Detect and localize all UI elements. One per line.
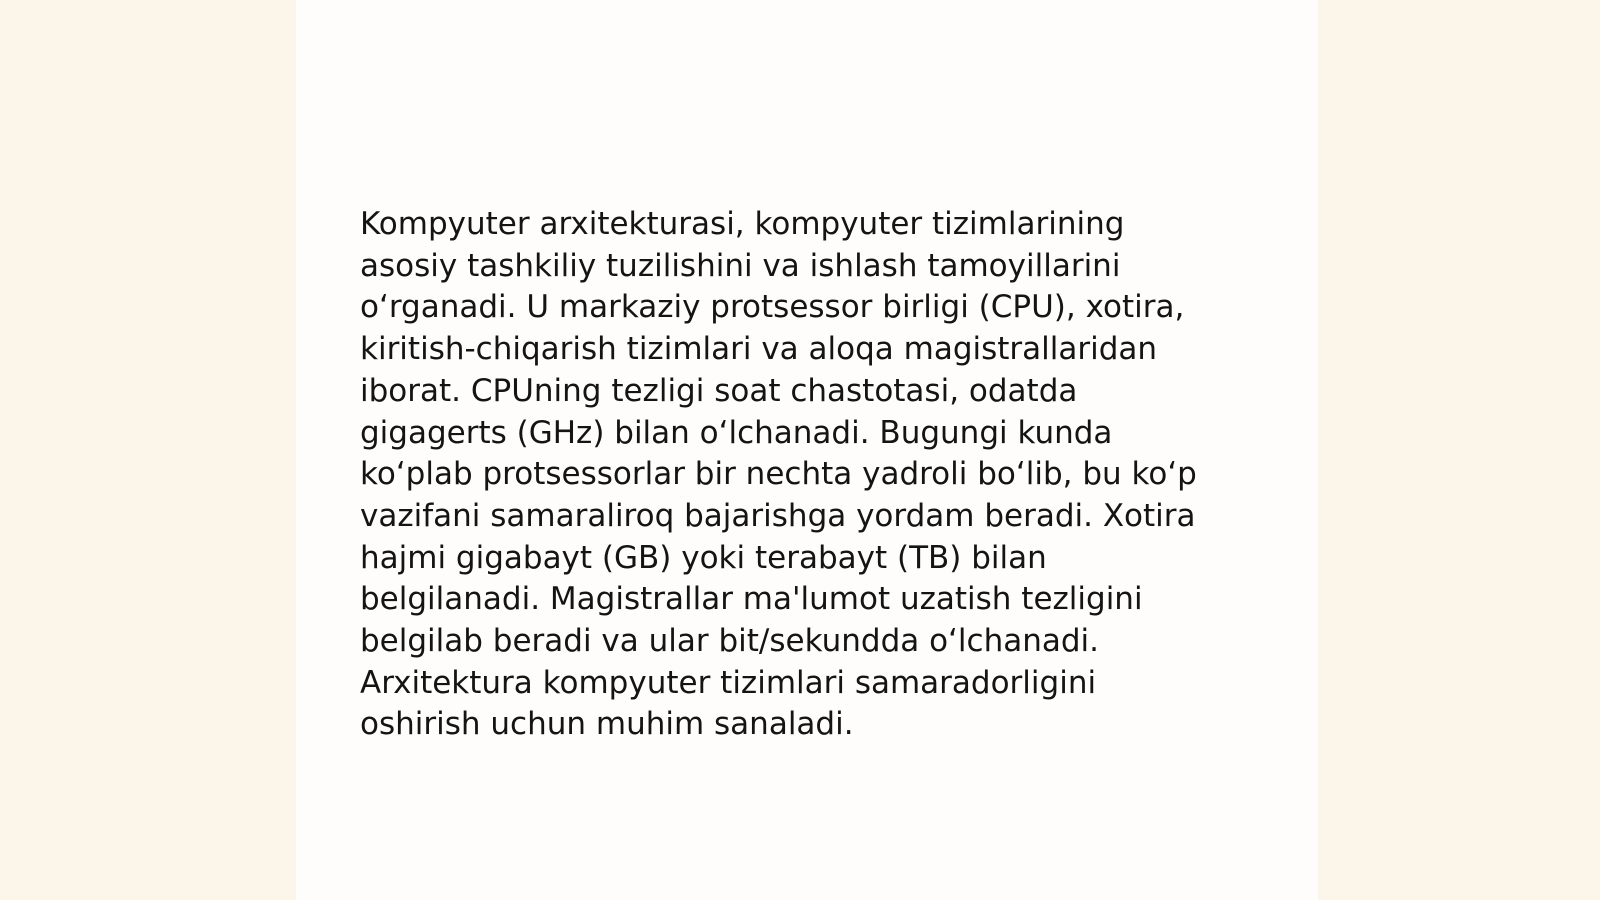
paragraph-line: Kompyuter arxitekturasi, kompyuter tizimlarining [360, 206, 1125, 242]
paragraph-line: asosiy tashkiliy tuzilishini va ishlash tamoyillarini [360, 247, 1121, 284]
paragraph-line: hajmi gigabayt (GB) yoki terabayt (TB) bilan [360, 539, 1047, 576]
paragraph-line: Arxitektura kompyuter tizimlari samaradorligini [360, 664, 1097, 701]
paragraph-line: iborat. CPUning tezligi soat chastotasi, odatda [360, 372, 1078, 409]
paragraph-line: kiritish-chiqarish tizimlari va aloqa magistrallaridan [360, 331, 1158, 368]
body-paragraph [360, 204, 1240, 746]
paragraph-line: oshirish uchun muhim sanaladi. [360, 706, 854, 743]
document-page [296, 0, 1318, 900]
paragraph-line: belgilab beradi va ular bit/sekundda o‘lchanadi. [360, 623, 1100, 660]
paragraph-line: vazifani samaraliroq bajarishga yordam beradi. Xotira [360, 497, 1196, 534]
paragraph-line: belgilanadi. Magistrallar ma'lumot uzatish tezligini [360, 581, 1143, 618]
paragraph-line: ko‘plab protsessorlar bir nechta yadroli bo‘lib, bu ko‘p [360, 456, 1197, 493]
paragraph-line: gigagerts (GHz) bilan o‘lchanadi. Bugungi kunda [360, 414, 1113, 451]
paragraph-line: o‘rganadi. U markaziy protsessor birligi (CPU), xotira, [360, 289, 1185, 326]
